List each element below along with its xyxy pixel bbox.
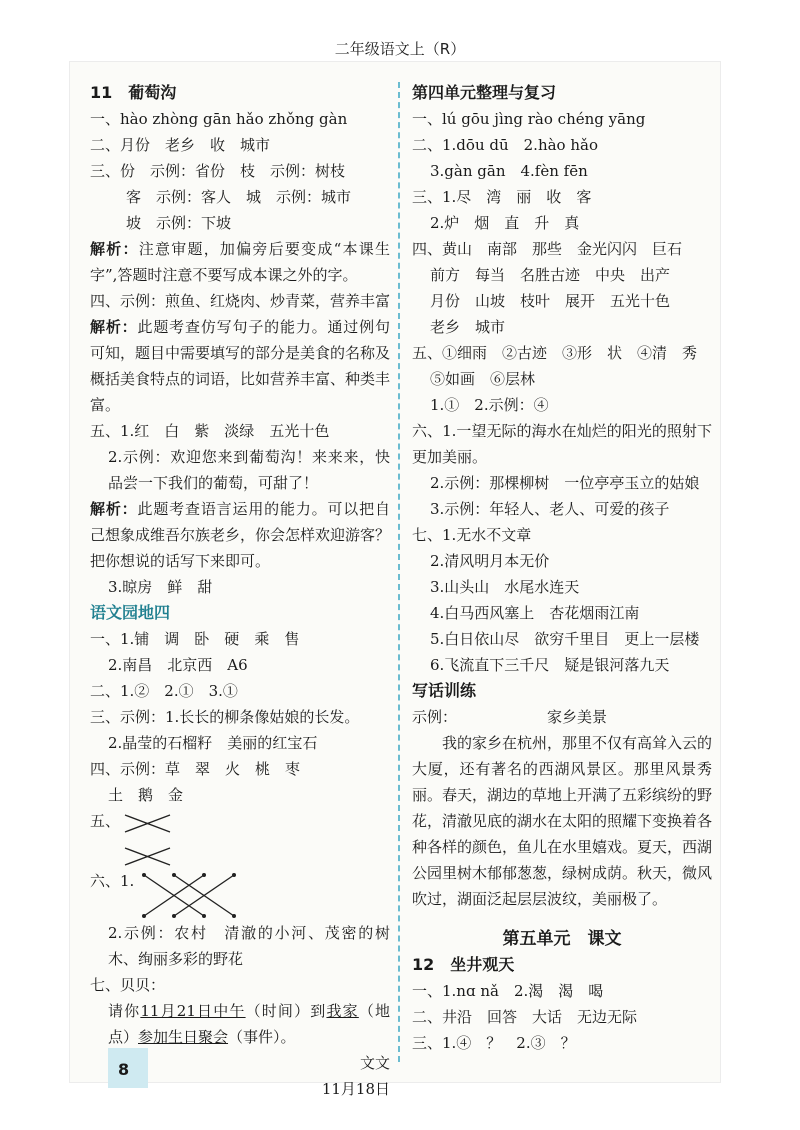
garden-q1-2: 2.南昌 北京西 A6 bbox=[108, 656, 248, 674]
review-q5-2: ⑤如画 ⑥层林 bbox=[430, 370, 536, 388]
answer-q3-line1: 三、份 示例：省份 枝 示例：树枝 bbox=[90, 162, 346, 180]
answer-q5-2: 2.示例：欢迎您来到葡萄沟！来来来，快品尝一下我们的葡萄，可甜了！ bbox=[108, 448, 390, 492]
invite-event: 参加生日聚会 bbox=[138, 1028, 229, 1046]
garden-q1-1: 一、1.铺 调 卧 硬 乘 售 bbox=[90, 630, 300, 648]
garden-q4-1: 四、示例：草 翠 火 桃 枣 bbox=[90, 760, 301, 778]
writing-heading-line bbox=[412, 704, 712, 730]
writing-body: 我的家乡在杭州，那里不仅有高耸入云的大厦，还有著名的西湖风景区。那里风景秀丽。春天，湖边的草地上开满了五彩缤纷的野花，清澈见底的湖水在太阳的照耀下变换着各种各样的颜色，鱼儿在水里嬉戏。夏天，西湖公园里树木郁郁葱葱，绿树成荫。秋天，微风吹过，湖面泛起层层波纹，美丽极了。 bbox=[412, 734, 713, 908]
review-q2-1: 二、1.dōu dū 2.hào hǎo bbox=[412, 136, 598, 154]
invitation-signature: 文文 bbox=[359, 1054, 390, 1072]
review-q2-2: 3.gàn gān 4.fèn fēn bbox=[430, 162, 588, 180]
lesson12-q1: 一、1.nɑ nǎ 2.渴 渴 喝 bbox=[412, 982, 604, 1000]
unit5-title: 第五单元 课文 bbox=[502, 929, 622, 949]
analysis-3 bbox=[90, 496, 390, 574]
page-number: 8 bbox=[118, 1060, 130, 1079]
garden-q4-2: 土 鹅 金 bbox=[108, 786, 184, 804]
analysis-1 bbox=[90, 236, 390, 288]
page-header: 二年级语文上（R） bbox=[334, 40, 466, 58]
review-q7-5: 5.白日依山尽 欲穷千里目 更上一层楼 bbox=[430, 630, 700, 648]
analysis-text: 注意审题，加偏旁后要变成“本课生字”,答题时注意不要写成本课之外的字。 bbox=[90, 240, 390, 284]
review-q6-1: 六、1.一望无际的海水在灿烂的阳光的照射下更加美丽。 bbox=[412, 422, 712, 466]
review-q7-3: 3.山头山 水尾水连天 bbox=[430, 578, 580, 596]
review-q6-2: 2.示例：那棵柳树 一位亭亭玉立的姑娘 bbox=[430, 474, 700, 492]
invitation-text bbox=[90, 998, 390, 1050]
analysis-2 bbox=[90, 314, 390, 418]
answer-q3-line2: 客 示例：客人 城 示例：城市 bbox=[126, 188, 352, 206]
analysis-label: 解析： bbox=[90, 500, 138, 518]
review-q5-3: 1.① 2.示例：④ bbox=[430, 396, 549, 414]
invitation-date: 11月18日 bbox=[321, 1080, 390, 1098]
answer-q2: 二、月份 老乡 收 城市 bbox=[90, 136, 271, 154]
writing-heading: 家乡美景 bbox=[547, 708, 608, 726]
invite-place: 我家 bbox=[326, 1002, 359, 1020]
answer-q5-1: 五、1.红 白 紫 淡绿 五光十色 bbox=[90, 422, 330, 440]
garden-q3-2: 2.晶莹的石榴籽 美丽的红宝石 bbox=[108, 734, 318, 752]
review-q4-3: 月份 山坡 枝叶 展开 五光十色 bbox=[430, 292, 671, 310]
garden-q6 bbox=[90, 868, 390, 920]
answer-q5-3: 3.晾房 鲜 甜 bbox=[108, 578, 213, 596]
writing-label: 示例： bbox=[412, 708, 458, 726]
review-q7-4: 4.白马西风塞上 杏花烟雨江南 bbox=[430, 604, 640, 622]
review-q7-2: 2.清风明月本无价 bbox=[430, 552, 550, 570]
garden-q7: 七、贝贝： bbox=[90, 976, 166, 994]
left-column bbox=[90, 80, 390, 1102]
unit4-review-title: 第四单元整理与复习 bbox=[412, 83, 557, 102]
invite-part: （时间）到 bbox=[245, 1002, 327, 1020]
review-q7-1: 七、1.无水不文章 bbox=[412, 526, 532, 544]
review-q4-4: 老乡 城市 bbox=[430, 318, 506, 336]
review-q4-1: 四、黄山 南部 那些 金光闪闪 巨石 bbox=[412, 240, 683, 258]
garden-q6-2: 2.示例：农村 清澈的小河、茂密的树木、绚丽多彩的野花 bbox=[108, 924, 390, 968]
answer-q3-line3: 坡 示例：下坡 bbox=[126, 214, 232, 232]
review-q3-2: 2.炉 烟 直 升 真 bbox=[430, 214, 580, 232]
garden-q5-label: 五、 bbox=[90, 812, 121, 830]
invite-time: 11月21日中午 bbox=[140, 1002, 246, 1020]
section-title-garden: 语文园地四 bbox=[90, 603, 171, 622]
column-divider bbox=[398, 82, 400, 1062]
answer-q4: 四、示例：煎鱼、红烧肉、炒青菜，营养丰富 bbox=[90, 292, 391, 310]
analysis-label: 解析： bbox=[90, 318, 138, 336]
review-q1: 一、lú gōu jìng rào chéng yāng bbox=[412, 110, 646, 128]
garden-q6-label: 六、1. bbox=[90, 872, 135, 890]
garden-q5 bbox=[90, 808, 390, 868]
lesson12-q3: 三、1.④ ？ 2.③ ？ bbox=[412, 1034, 576, 1052]
review-q5-1: 五、①细雨 ②古迹 ③形 状 ④清 秀 bbox=[412, 344, 698, 362]
lesson12-q2: 二、井沿 回答 大话 无边无际 bbox=[412, 1008, 638, 1026]
review-q7-6: 6.飞流直下三千尺 疑是银河落九天 bbox=[430, 656, 670, 674]
review-q3-1: 三、1.尽 湾 丽 收 客 bbox=[412, 188, 592, 206]
matching-lines-q5 bbox=[120, 810, 200, 870]
analysis-text: 此题考查仿写句子的能力。通过例句可知，题目中需要填写的部分是美食的名称及概括美食特点的词语，比如营养丰富、种类丰富。 bbox=[90, 318, 391, 414]
analysis-text: 此题考查语言运用的能力。可以把自己想象成维吾尔族老乡，你会怎样欢迎游客？把你想说的话写下来即可。 bbox=[90, 500, 391, 570]
garden-q3-1: 三、示例：1.长长的柳条像姑娘的长发。 bbox=[90, 708, 360, 726]
review-q4-2: 前方 每当 名胜古迹 中央 出产 bbox=[430, 266, 671, 284]
review-q6-3: 3.示例：年轻人、老人、可爱的孩子 bbox=[430, 500, 670, 518]
invite-part: （事件）。 bbox=[228, 1028, 296, 1046]
invite-part: （地点） bbox=[108, 1002, 390, 1046]
invite-part: 请你 bbox=[108, 1002, 141, 1020]
writing-title: 写话训练 bbox=[412, 681, 477, 700]
garden-q2: 二、1.② 2.① 3.① bbox=[90, 682, 238, 700]
right-column bbox=[412, 80, 712, 1056]
lesson-title: 11 葡萄沟 bbox=[90, 83, 177, 102]
answer-q1: 一、hào zhòng gān hǎo zhǒng gàn bbox=[90, 110, 348, 128]
matching-lines-q6 bbox=[134, 872, 254, 922]
lesson12-title: 12 坐井观天 bbox=[412, 955, 515, 974]
analysis-label: 解析： bbox=[90, 240, 139, 258]
